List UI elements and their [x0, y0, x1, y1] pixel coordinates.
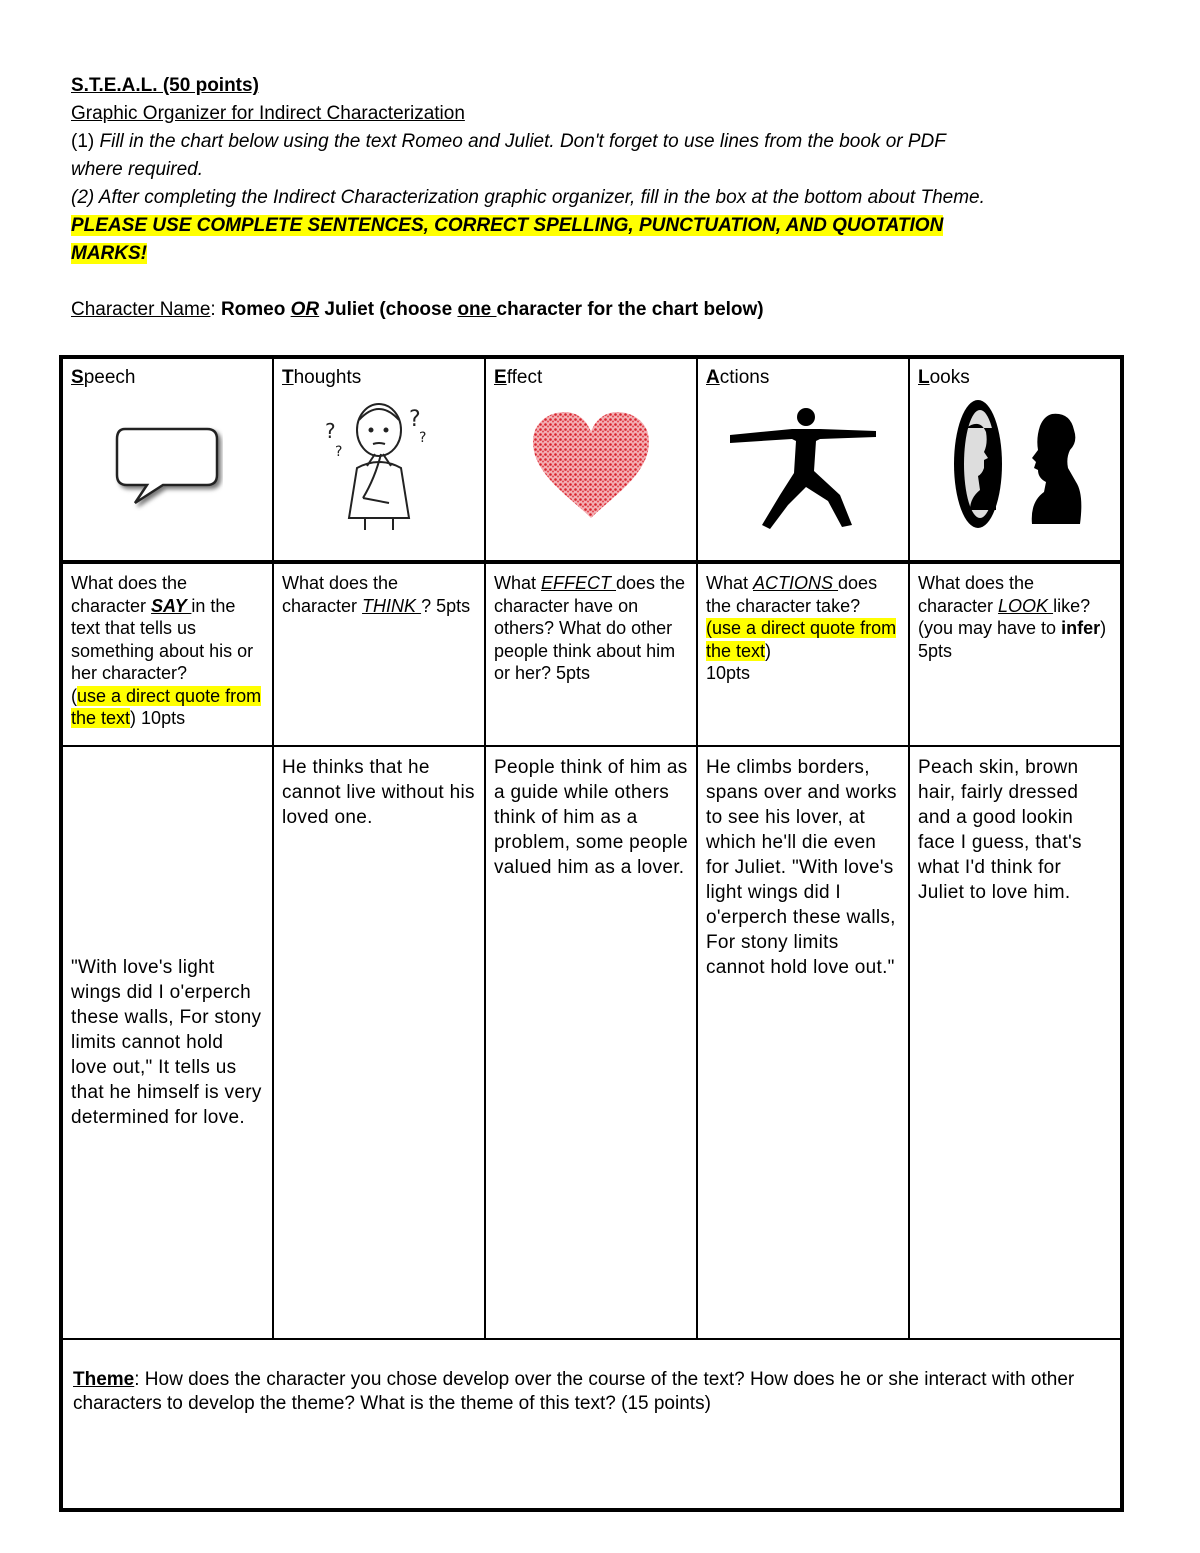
- looks-header-cell: [909, 357, 1122, 562]
- svg-text:?: ?: [409, 407, 421, 432]
- thoughts-header-cell: [273, 357, 485, 562]
- pose-silhouette-icon: [728, 401, 878, 531]
- instruction-1: (1) Fill in the chart below using the text Romeo and Juliet. Don't forget to use lines from the book or PDF: [71, 131, 946, 152]
- instruction-2: (2) After completing the Indirect Characterization graphic organizer, fill in the box at the bottom about Theme.: [71, 187, 985, 208]
- speech-heading: Speech: [71, 367, 136, 388]
- thoughts-answer-field[interactable]: He thinks that he cannot live without his loved one.: [273, 746, 485, 1339]
- actions-header-cell: [697, 357, 909, 562]
- theme-answer-field[interactable]: [61, 1339, 1122, 1510]
- looks-answer-field[interactable]: Peach skin, brown hair, fairly dressed and a good lookin face I guess, that's what I'd think for Juliet to love him.: [909, 746, 1122, 1339]
- page-title: S.T.E.A.L. (50 points): [71, 75, 259, 96]
- thoughts-heading: Thoughts: [282, 367, 362, 388]
- theme-prompt: : How does the character you chose develop over the course of the text? How does he or she interact with other characters to develop the theme? What is the theme of this text? (15 points): [73, 1369, 1075, 1414]
- warning-line-1: PLEASE USE COMPLETE SENTENCES, CORRECT SPELLING, PUNCTUATION, AND QUOTATION: [71, 215, 944, 236]
- actions-prompt: What ACTIONS does the character take? (use a direct quote from the text) 10pts: [697, 562, 909, 746]
- speech-header-cell: [61, 357, 273, 562]
- document-header: [71, 72, 1121, 324]
- looks-prompt: What does the character LOOK like? (you may have to infer) 5pts: [909, 562, 1122, 746]
- icon-row: [61, 357, 1122, 562]
- answer-row: [61, 746, 1122, 1339]
- speech-answer-field[interactable]: "With love's light wings did I o'erperch these walls, For stony limits cannot hold love out," It tells us that he himself is very determined for love.: [61, 746, 273, 1339]
- svg-text:?: ?: [325, 419, 336, 443]
- thoughts-prompt: What does the character THINK ? 5pts: [273, 562, 485, 746]
- prompt-row: [61, 562, 1122, 746]
- actions-answer-field[interactable]: He climbs borders, spans over and works to see his lover, at which he'll die even for Juliet. "With love's light wings did I o'erperch these walls, For stony limits cannot hold love out.": [697, 746, 909, 1339]
- mirror-silhouette-icon: [940, 398, 1090, 533]
- looks-heading: Looks: [918, 367, 970, 388]
- page-subtitle: Graphic Organizer for Indirect Characterization: [71, 103, 465, 124]
- effect-answer-field[interactable]: People think of him as a guide while others think of him as a problem, some people valued him as a lover.: [485, 746, 697, 1339]
- warning-line-2: MARKS!: [71, 243, 147, 264]
- character-name-line: Character Name: Romeo OR Juliet (choose one character for the chart below): [71, 299, 764, 320]
- actions-heading: Actions: [706, 367, 770, 388]
- theme-label: Theme: [73, 1369, 135, 1390]
- heart-icon: [529, 408, 654, 523]
- effect-heading: Effect: [494, 367, 543, 388]
- effect-header-cell: [485, 357, 697, 562]
- speech-bubble-icon: [113, 421, 223, 511]
- svg-text:?: ?: [419, 430, 427, 446]
- svg-text:?: ?: [335, 444, 343, 460]
- speech-prompt: What does the character SAY in the text that tells us something about his or her character? (use a direct quote from the text) 10pts: [61, 562, 273, 746]
- instruction-1-continued: where required.: [71, 159, 204, 180]
- effect-prompt: What EFFECT does the character have on others? What do other people think about him or her? 5pts: [485, 562, 697, 746]
- thinking-person-icon: [319, 398, 439, 533]
- theme-row: [61, 1339, 1122, 1510]
- steal-chart: [59, 355, 1124, 1512]
